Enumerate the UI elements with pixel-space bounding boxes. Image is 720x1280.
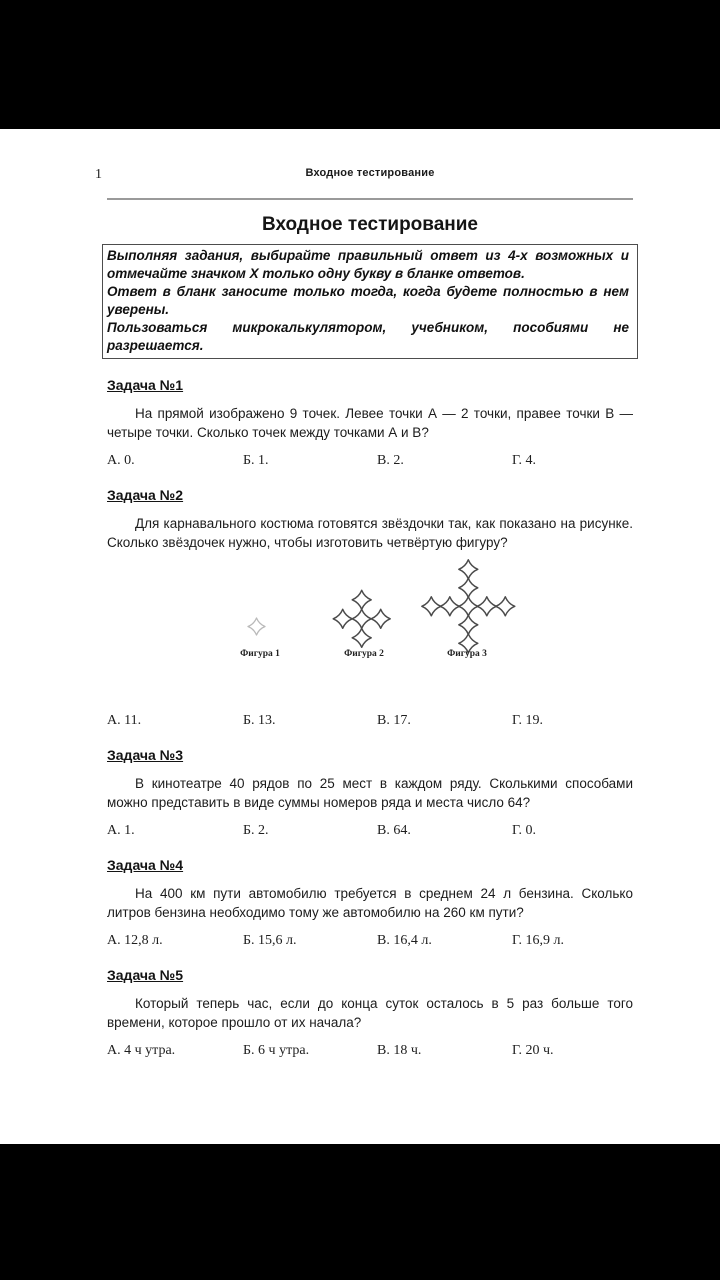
instruction-paragraph: Пользоваться микрокалькулятором, учебником, пособиями не разрешается.	[107, 320, 629, 353]
option-b: Б. 1.	[243, 453, 269, 468]
option-v: В. 2.	[377, 453, 404, 468]
figure-label: Фигура 1	[240, 649, 280, 659]
page-number: 1	[95, 167, 102, 182]
task-text: На 400 км пути автомобилю требуется в среднем 24 л бензина. Сколько литров бензина необходимо тому же автомобилю на 260 км пути?	[107, 886, 633, 920]
option-b: Б. 13.	[243, 713, 276, 728]
figure-label: Фигура 3	[447, 649, 487, 659]
header-rule	[107, 198, 633, 200]
task-section-3	[107, 747, 633, 839]
options-row	[107, 1043, 633, 1059]
task2-figure	[107, 556, 633, 702]
four-point-star-cross-9	[422, 560, 515, 653]
options-row	[107, 453, 633, 469]
task-section-1	[107, 377, 633, 469]
four-point-star-icon	[248, 618, 265, 635]
options-row	[107, 933, 633, 949]
option-g: Г. 4.	[512, 453, 537, 468]
running-header: Входное тестирование	[305, 167, 435, 179]
option-b: Б. 2.	[243, 823, 269, 838]
instructions-box	[102, 244, 638, 359]
instruction-paragraph: Выполняя задания, выбирайте правильный ответ из 4-х возможных и отмечайте значком Х только одну букву в бланке ответов.	[107, 248, 629, 281]
option-v: В. 16,4 л.	[377, 933, 432, 948]
task-heading: Задача №3	[107, 747, 184, 763]
option-v: В. 17.	[377, 713, 411, 728]
task-section-5	[107, 967, 633, 1059]
options-row	[107, 823, 633, 839]
task-text: Который теперь час, если до конца суток осталось в 5 раз больше того времени, которое прошло от их начала?	[107, 996, 633, 1030]
task-section-4	[107, 857, 633, 949]
task-heading: Задача №5	[107, 967, 184, 983]
instruction-paragraph: Ответ в бланк заносите только тогда, когда будете полностью в нем уверены.	[107, 284, 629, 317]
page-header	[95, 167, 633, 183]
task-text: В кинотеатре 40 рядов по 25 мест в каждом ряду. Сколькими способами можно представить в виде суммы номеров ряда и места число 64?	[107, 776, 633, 810]
task-heading: Задача №1	[107, 377, 184, 393]
star-figures-image	[107, 556, 633, 702]
option-v: В. 18 ч.	[377, 1043, 422, 1058]
option-a: А. 12,8 л.	[107, 933, 163, 948]
four-point-star-cross-5	[333, 590, 390, 647]
option-a: А. 4 ч утра.	[107, 1043, 176, 1058]
option-a: А. 1.	[107, 823, 135, 838]
option-b: Б. 6 ч утра.	[243, 1043, 310, 1058]
option-g: Г. 16,9 л.	[512, 933, 565, 948]
document-page	[0, 129, 720, 1144]
option-b: Б. 15,6 л.	[243, 933, 297, 948]
option-a: А. 0.	[107, 453, 135, 468]
task-heading: Задача №4	[107, 857, 184, 873]
option-g: Г. 20 ч.	[512, 1043, 554, 1058]
task-heading: Задача №2	[107, 487, 184, 503]
figure-label: Фигура 2	[344, 649, 384, 659]
options-row	[107, 713, 633, 729]
option-g: Г. 19.	[512, 713, 544, 728]
task-section-2	[107, 487, 633, 729]
option-g: Г. 0.	[512, 823, 537, 838]
task-text: Для карнавального костюма готовятся звёздочки так, как показано на рисунке. Сколько звёздочек нужно, чтобы изготовить четвёртую фигуру?	[107, 516, 633, 550]
task-text: На прямой изображено 9 точек. Левее точки А — 2 точки, правее точки В — четыре точки. Сколько точек между точками А и В?	[107, 406, 633, 440]
option-a: А. 11.	[107, 713, 142, 728]
option-v: В. 64.	[377, 823, 411, 838]
document-title: Входное тестирование	[261, 214, 478, 235]
